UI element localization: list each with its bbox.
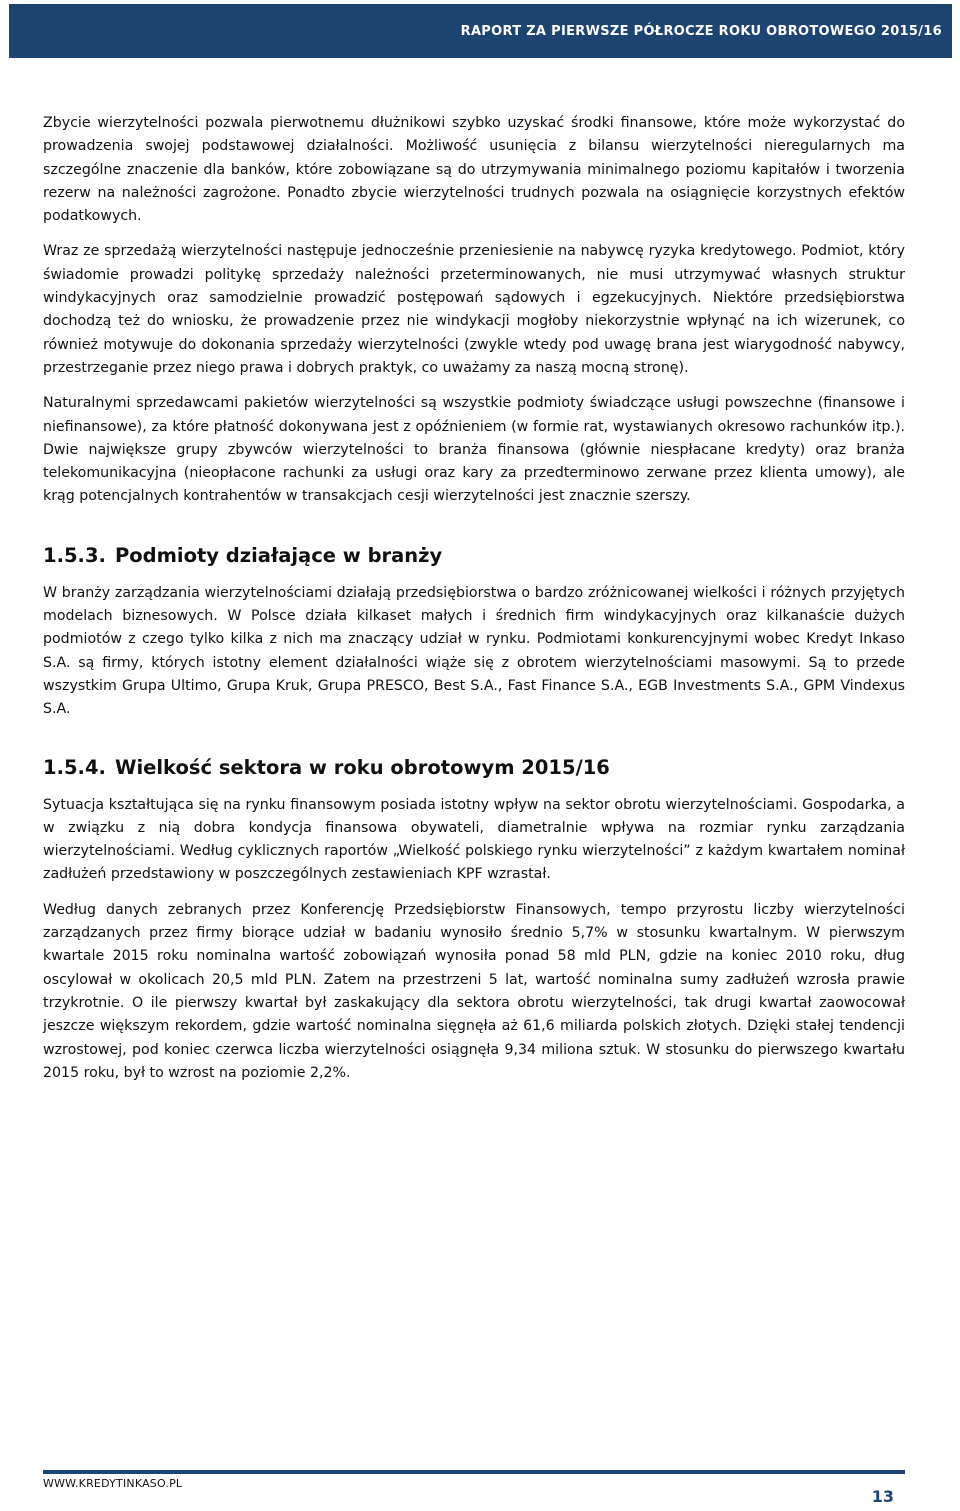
header-bar [9, 4, 952, 58]
footer-website-link[interactable]: WWW.KREDYTINKASO.PL [43, 1477, 183, 1490]
page-number: 13 [871, 1487, 894, 1506]
section-heading-wielkosc [43, 755, 905, 781]
section-heading-podmioty [43, 543, 905, 569]
section-1-paragraph-1: W branży zarządzania wierzytelnościami działają przedsiębiorstwa o bardzo zróżnicowanej wielkości i różnych przyjętych modelach biznesowych. W Polsce działa kilkaset małych i średnich firm windykacyjnych oraz kilkanaście dużych podmiotów z czego tylko kilka z nich ma znaczący udział w rynku. Podmiotami konkurencyjnymi wobec Kredyt Inkaso S.A. są firmy, których istotny element działalności wiąże się z obrotem wierzytelnościami masowymi. Są to przede wszystkim Grupa Ultimo, Grupa Kruk, Grupa PRESCO, Best S.A., Fast Finance S.A., EGB Investments S.A., GPM Vindexus S.A. [43, 584, 905, 718]
intro-paragraph-2: Wraz ze sprzedażą wierzytelności następuje jednocześnie przeniesienie na nabywcę ryzyka kredytowego. Podmiot, który świadomie prowadzi politykę sprzedaży należności przeterminowanych, nie musi utrzymywać własnych struktur windykacyjnych oraz samodzielnie prowadzić postępowań sądowych i egzekucyjnych. Niektóre przedsiębiorstwa dochodzą też do wniosku, że prowadzenie przez nie windykacji mogłoby niekorzystnie wpłynąć na ich wizerunek, co również motywuje do dokonania sprzedaży wierzytelności (zwykle wtedy pod uwagę brana jest wiarygodność nabywcy, przestrzeganie przez niego prawa i dobrych praktyk, co uważamy za naszą mocną stronę). [43, 243, 905, 376]
section-number: 1.5.3. [43, 543, 106, 567]
report-title: RAPORT ZA PIERWSZE PÓŁROCZE ROKU OBROTOWEGO 2015/16 [460, 23, 942, 39]
section-2-paragraph-2: Według danych zebranych przez Konferencję Przedsiębiorstw Finansowych, tempo przyrostu liczby wierzytelności zarządzanych przez firmy biorące udział w badaniu wynosiło średnio 5,7% w stosunku kwartalnym. W pierwszym kwartale 2015 roku nominalna wartość zobowiązań wynosiła ponad 58 mld PLN, gdzie na koniec 2010 roku, dług oscylował w okolicach 20,5 mld PLN. Zatem na przestrzeni 5 lat, wartość nominalna sumy zadłużeń wzrosła prawie trzykrotnie. O ile pierwszy kwartał był zaskakujący dla sektora obrotu wierzytelności, tak drugi kwartał zaowocował jeszcze większym rekordem, gdzie wartość nominalna sięgnęła aż 61,6 miliarda polskich złotych. Dzięki stałej tendencji wzrostowej, pod koniec czerwca liczba wierzytelności osiągnęła 9,34 miliona sztuk. W stosunku do pierwszego kwartału 2015 roku, był to wzrost na poziomie 2,2%. [43, 901, 905, 1081]
section-title: Wielkość sektora w roku obrotowym 2015/16 [114, 755, 610, 779]
page-content [43, 112, 905, 1085]
footer-divider [43, 1470, 905, 1474]
section-number: 1.5.4. [43, 755, 106, 779]
section-title: Podmioty działające w branży [114, 543, 443, 567]
intro-paragraph-1: Zbycie wierzytelności pozwala pierwotnemu dłużnikowi szybko uzyskać środki finansowe, które może wykorzystać do prowadzenia swojej podstawowej działalności. Możliwość usunięcia z bilansu wierzytelności nieregularnych ma szczególne znaczenie dla banków, które zobowiązane są do utrzymywania minimalnego poziomu kapitałów i tworzenia rezerw na należności zagrożone. Ponadto zbycie wierzytelności trudnych pozwala na osiągnięcie korzystnych efektów podatkowych. [43, 115, 905, 225]
section-2-paragraph-1: Sytuacja kształtująca się na rynku finansowym posiada istotny wpływ na sektor obrotu wierzytelnościami. Gospodarka, a w związku z nią dobra kondycja finansowa obywateli, diametralnie wpływa na rozmiar rynku zarządzania wierzytelnościami. Według cyklicznych raportów „Wielkość polskiego rynku wierzytelności” z każdym kwartałem nominał zadłużeń przedstawiony w poszczególnych zestawieniach KPF wzrastał. [43, 796, 905, 883]
intro-paragraph-3: Naturalnymi sprzedawcami pakietów wierzytelności są wszystkie podmioty świadczące usługi powszechne (finansowe i niefinansowe), za które płatność dokonywana jest z opóźnieniem (w formie rat, wystawianych okresowo rachunków itp.). Dwie największe grupy zbywców wierzytelności to branża finansowa (głównie niespłacane kredyty) oraz branża telekomunikacyjna (nieopłacone rachunki za usługi oraz kary za przedterminowo zerwane przez klienta umowy), ale krąg potencjalnych kontrahentów w transakcjach cesji wierzytelności jest znacznie szerszy. [43, 395, 905, 505]
